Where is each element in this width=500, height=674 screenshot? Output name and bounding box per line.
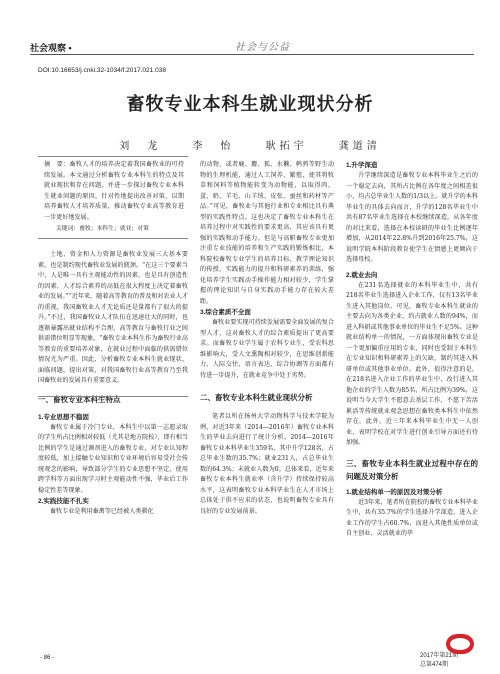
header-divider bbox=[30, 54, 474, 55]
subheading-2-1: 1.升学深造 bbox=[346, 162, 378, 169]
journal-mark: 社会与公益 bbox=[235, 42, 290, 53]
section-heading-1: 一、畜牧专业本科生特点 bbox=[38, 394, 121, 404]
author: 耿拓宇 bbox=[265, 141, 308, 152]
subheading-1-2: 2.实践技能不扎实 bbox=[38, 498, 89, 505]
paragraph: 在231名选择就业的本科毕业生中，共有218名毕业生选择进入企业工作，仅有13名毕业生进入其他岗位。可见，畜牧专业本科生就业的主要去向为各类企业，约占就业人数的94%，而进入科研或其他事业单位的毕业生不足5%。这种就业结构单一的情况，一方面体现出畜牧专业是一个更加偏重应用的专业，同时也受制于本科生在专业知识和科研素养上的欠缺，制约其进入科研单位或其他事业单位。此外，值得注意的是，在218名进入企业工作的毕业生中，改行进入其他企业的学生人数为85名，所占比例为39%，这说明当今大学生不愿意去基层工作，不愿下苦活累活等传统就业观念思想在畜牧类本科生中依然存在。此外，近三年来本科毕业生中无一人创业，表明学校在对学生进行创业引导方面还有待加强。 bbox=[346, 281, 478, 446]
abstract-top-rule bbox=[38, 156, 188, 157]
paragraph: 升学继续深造是畜牧专业本科毕业生之后的一个稳定去向，其所占比例在各年度之间相差很小，均占总毕业生人数的1/3以上。就升学的本科毕业生的具体去向而言，升学的128名毕业生中共有87名毕业生选择在本校继续深造。从各年度的对比来看，选择在本校读研的毕业生比例逐年增加，从2014年22.8%升到2016年25.7%，这说明学院本科阶段教育使学生在情感上更倾向于选择母校。 bbox=[346, 172, 478, 263]
author: 刘 龙 bbox=[119, 141, 162, 152]
author: 李 怡 bbox=[192, 141, 235, 152]
column-2 bbox=[200, 160, 334, 517]
article-title: 畜牧专业本科生就业现状分析 bbox=[126, 94, 374, 114]
author-list bbox=[0, 137, 500, 152]
section-heading-3: 三、畜牧专业本科生就业过程中存在的问题及对策分析 bbox=[346, 458, 478, 481]
doi-line: DOI:10.16653/j.cnki.32-1034/f.2017.021.038 bbox=[38, 67, 166, 74]
issue-number: 2017年第21期 bbox=[420, 653, 459, 659]
author: 龚道清 bbox=[338, 141, 381, 152]
column-3 bbox=[346, 160, 478, 540]
section-rule bbox=[38, 396, 188, 397]
paragraph: 的动物，或者鹿、麝、狐、水獭、鹌鹑等野生动物的生理机能，通过人工饲养、繁殖，使其将牧草和饲料等植物能转变为动物能，以取得肉、蛋、奶、羊毛、山羊绒、皮张、蚕丝和药材等产品。”可见，畜牧业与其他行业和专业相比具有典型的实践性特点。这也决定了畜牧专业本科生在培养过程中对实践性的要求更高，其应该具有更强的实践和动手能力。但是与高职畜牧专业更加注重专业技能的培养和生产实践的锻炼相比，本科院校畜牧专业学生的培养目标、教学理论知识的传授、实践能力的提升和科研素养的训练，强化培养学生实践动手操作能力相对较少，学生掌握的理论知识与自身实践动手能力存在较大差距。 bbox=[200, 161, 334, 305]
subheading-1-1: 1.专业思想不稳固 bbox=[38, 413, 89, 421]
intro-paragraph: 土地、资金和人力资源是畜牧业发展三大基本要素，也是制约现代畜牧业发展的瓶颈。“在这三个要素当中，人是唯一具有主观能动性的因素，也是具有创造性的因素，人才综合素养的高低在很大程度上决定着畜牧业的发展。”“近年来，随着高等教育的普及和对农业人才的重视，我国畜牧业人才无论质还是量都有了很大的提升。”不过，我国畜牧业人才队伍在迅速壮大的同时，也逐渐暴露出就业结构不合理、高等教育与畜牧行业之间供需错位明显等现象。“畜牧专业本科生作为畜牧行业高等教育的重要培养对象，在就业过程中面临的供需错位情况尤为严重。因此，分析畜牧专业本科生就业现状、面临问题，提出对策，对我国畜牧行业高等教育乃至我国畜牧业的发展具有重要意义。 bbox=[38, 251, 188, 384]
subheading-1-3: 3.综合素质不全面 bbox=[200, 309, 251, 316]
abstract-bottom-rule bbox=[38, 238, 188, 239]
keywords: 关键词：畜牧；本科生；就业；对策 bbox=[56, 226, 149, 232]
paragraph: 畜牧专业属于冷门专业，本科生中以第一志愿录取的学生所占比例相对较低（尤其是地方院校），即有相当比例的学生是通过调剂进入的畜牧专业，对专业认知程度较低，加上接触专业知识和专业环境后容易受社会传统观念的影响，导致部分学生的专业思想不坚定、使用跨学科等方面出现学习时主观能动性不强，毕业后工作稳定性差等现象。 bbox=[38, 423, 188, 494]
subheading-2-2: 2.就业去向 bbox=[346, 271, 378, 279]
section-heading-2: 二、畜牧专业本科生就业现状分析 bbox=[200, 393, 313, 402]
total-issue-number: 总第474期 bbox=[420, 662, 449, 668]
paragraph: 笔者以所在扬州大学动物科学与技术学院为例，对近3年来（2014—2016年）畜牧专业本科生的毕业去向进行了统计分析。2014—2016年畜牧专业本科毕业生359名，其中升学128名，占总毕业生数的35.7%；就业231人，占总毕业生数的64.3%；未就业人数为0。总体来看，近年来畜牧专业本科生就业率（含升学）持续保持较高水平，这表明畜牧专业本科毕业生在人才市场上总体处于供不应求的状态，也说明畜牧专业具有良好的专业发展前景。 bbox=[200, 413, 334, 515]
paragraph: 近3年来，笔者所在院校的畜牧专业本科毕业生中，共有35.7%的学生选择升学深造，进入企业工作的学生占60.7%，而进入其他性质单位或自主创业、灵活就业的毕 bbox=[346, 498, 478, 537]
column-1 bbox=[38, 250, 188, 518]
section-label: 社会观察 • bbox=[30, 43, 72, 53]
abstract: 摘 要：畜牧人才的培养决定着我国畜牧业的可持续发展。本文通过分析畜牧专业本科生的特点及其就业现状和存在问题，并进一步探讨畜牧专业本科生就业问题的原因，针对性地提出改善对策，以期培养畜牧人才培养质量，推动畜牧专业高等教育进一步更好地发展。 bbox=[44, 161, 184, 221]
page-number: - 86 - bbox=[40, 655, 55, 661]
paragraph: 畜牧业要实现可持续发展需要全面发展的复合型人才，这对畜牧人才的综合素质提出了更高要求。而畜牧专业学生属于农科专业生，受农科思维影响大，受人文熏陶相对较少，在思维创新能力、人际交往、语言表达、综合协调等方面都有待进一步提升，在就业竞争中处于劣势。 bbox=[200, 319, 334, 379]
subheading-3-1: 1.就业结构单一的原因及对策分析 bbox=[346, 488, 443, 496]
paragraph: 畜牧专业是利用畜禽等已经被人类驯化 bbox=[50, 508, 154, 515]
journal-logo-icon bbox=[446, 634, 474, 654]
